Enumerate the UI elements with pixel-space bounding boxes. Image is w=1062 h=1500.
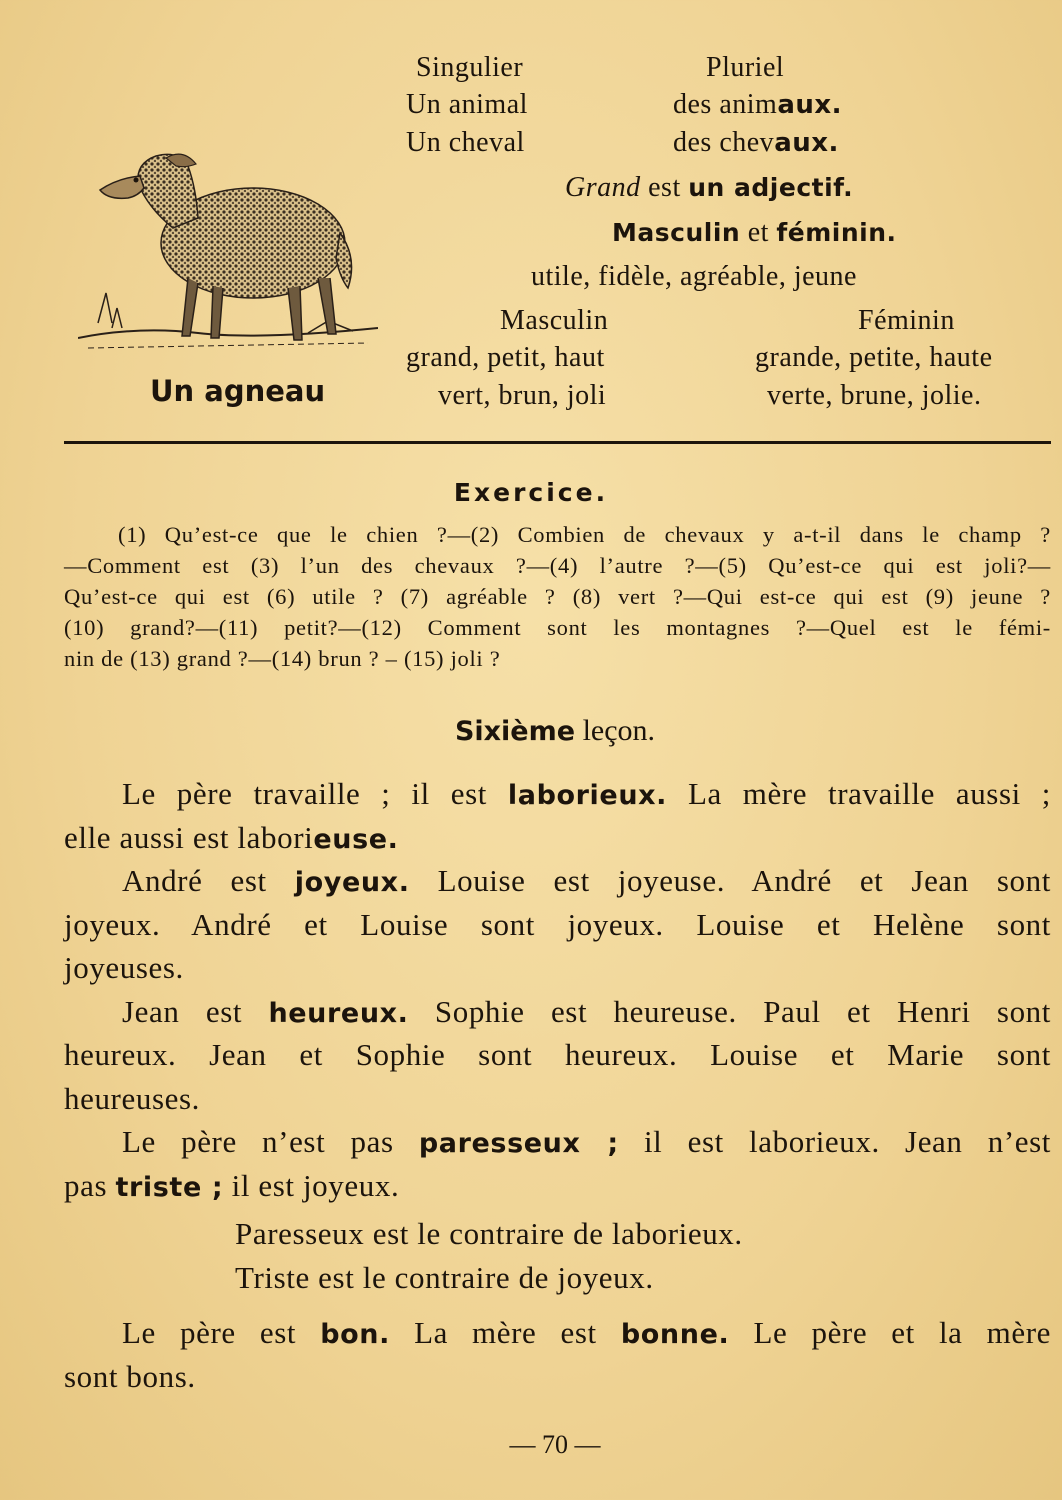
invariable-adjectives: utile, fidèle, agréable, jeune xyxy=(531,261,857,292)
gender-heading-masc: Masculin xyxy=(612,218,741,247)
gender-heading xyxy=(612,217,897,249)
exercise-line: (1) Qu’est-ce que le chien ?—(2) Combien de chevaux y a-t-il dans le champ ? xyxy=(118,522,1051,547)
adjective-est: est xyxy=(648,172,681,203)
paragraph-line: joyeux. André et Louise sont joyeux. Louise et Helène sont xyxy=(64,906,1051,942)
feminin-label: Féminin xyxy=(858,305,955,336)
text: André est xyxy=(122,863,267,898)
lesson-title xyxy=(0,714,1062,748)
adjective-word: Grand xyxy=(565,172,641,203)
bold-word: bon. xyxy=(320,1319,390,1350)
masc-row1: grand, petit, haut xyxy=(406,342,605,373)
text: pas xyxy=(64,1167,108,1203)
text: il est laborieux. Jean n’est xyxy=(643,1124,1051,1159)
plural-animaux xyxy=(673,89,842,121)
paragraph-line: joyeuses. xyxy=(64,950,184,985)
plural-stem: des anim xyxy=(673,89,778,120)
masc-row2: vert, brun, joli xyxy=(438,380,607,411)
contrary-line-1: Paresseux est le contraire de laborieux. xyxy=(235,1216,743,1251)
exercise-line: —Comment est (3) l’un des chevaux ?—(4) l’autre ?—(5) Qu’est-ce qui est joli?— xyxy=(64,553,1051,578)
illustration-caption: Un agneau xyxy=(150,374,326,408)
gender-heading-fem: féminin. xyxy=(776,218,897,247)
bold-word: joyeux. xyxy=(294,867,410,898)
bold-word: heureux. xyxy=(268,997,409,1029)
bold-word: paresseux ; xyxy=(418,1128,619,1159)
masculin-label: Masculin xyxy=(500,305,609,336)
singular-header: Singulier xyxy=(416,52,524,83)
fem-row2: verte, brune, jolie. xyxy=(767,380,982,411)
text: il est joyeux. xyxy=(231,1167,400,1203)
plural-header: Pluriel xyxy=(706,52,785,83)
paragraph-line xyxy=(64,816,1051,860)
paragraph-line xyxy=(64,1120,1051,1164)
lesson-body-end xyxy=(64,1311,1051,1398)
paragraph-line xyxy=(64,859,1051,903)
bold-word: euse. xyxy=(313,823,399,855)
text: Louise est joyeuse. André et Jean sont xyxy=(437,863,1051,898)
paragraph-line: heureuses. xyxy=(64,1080,200,1116)
exercise-line: (10) grand?—(11) petit?—(12) Comment sont les montagnes ?—Quel est le fémi- xyxy=(64,615,1051,640)
lesson-body xyxy=(64,772,1051,1207)
adjective-line xyxy=(565,172,853,204)
exercise-line: nin de (13) grand ?—(14) brun ? – (15) joli ? xyxy=(64,646,501,671)
section-divider xyxy=(64,441,1051,444)
lesson-title-rest: leçon. xyxy=(582,714,656,747)
text: Le père n’est pas xyxy=(122,1124,394,1159)
paragraph-line: heureux. Jean et Sophie sont heureux. Louise et Marie sont xyxy=(64,1037,1051,1072)
text: Le père et la mère xyxy=(753,1315,1051,1350)
text: La mère travaille aussi ; xyxy=(687,776,1051,811)
paragraph-line xyxy=(64,772,1051,816)
text: Le père est xyxy=(122,1315,297,1350)
text: Sophie est heureuse. Paul et Henri sont xyxy=(434,993,1051,1029)
plural-stem: des chev xyxy=(673,127,775,158)
plural-ending: aux. xyxy=(774,128,839,158)
text: La mère est xyxy=(414,1315,597,1350)
text: Le père travaille ; il est xyxy=(122,776,487,811)
singular-cheval: Un cheval xyxy=(406,127,525,158)
singular-animal: Un animal xyxy=(406,89,528,120)
fem-row1: grande, petite, haute xyxy=(755,342,993,373)
exercise-body xyxy=(64,519,1051,674)
plural-ending: aux. xyxy=(777,90,843,120)
text: Jean est xyxy=(122,993,243,1029)
page-number: — 70 — xyxy=(509,1430,601,1459)
paragraph-line xyxy=(64,1164,1051,1208)
gender-heading-et: et xyxy=(747,217,769,248)
exercise-title: Exercice. xyxy=(453,478,609,507)
exercise-line: Qu’est-ce qui est (6) utile ? (7) agréable ? (8) vert ?—Qui est-ce qui est (9) jeune ? xyxy=(64,584,1051,609)
adjective-rest: un adjectif. xyxy=(688,173,854,202)
bold-word: laborieux. xyxy=(507,780,668,811)
lesson-title-bold: Sixième xyxy=(454,716,576,747)
paragraph-line xyxy=(64,1311,1051,1355)
paragraph-line xyxy=(64,990,1051,1034)
paragraph-line: sont bons. xyxy=(64,1358,196,1394)
text: elle aussi est labori xyxy=(64,819,314,855)
bold-word: bonne. xyxy=(620,1319,730,1350)
contrary-line-2: Triste est le contraire de joyeux. xyxy=(235,1260,654,1295)
bold-word: triste ; xyxy=(115,1171,224,1203)
lamb-illustration xyxy=(78,138,378,363)
plural-chevaux xyxy=(673,127,839,159)
